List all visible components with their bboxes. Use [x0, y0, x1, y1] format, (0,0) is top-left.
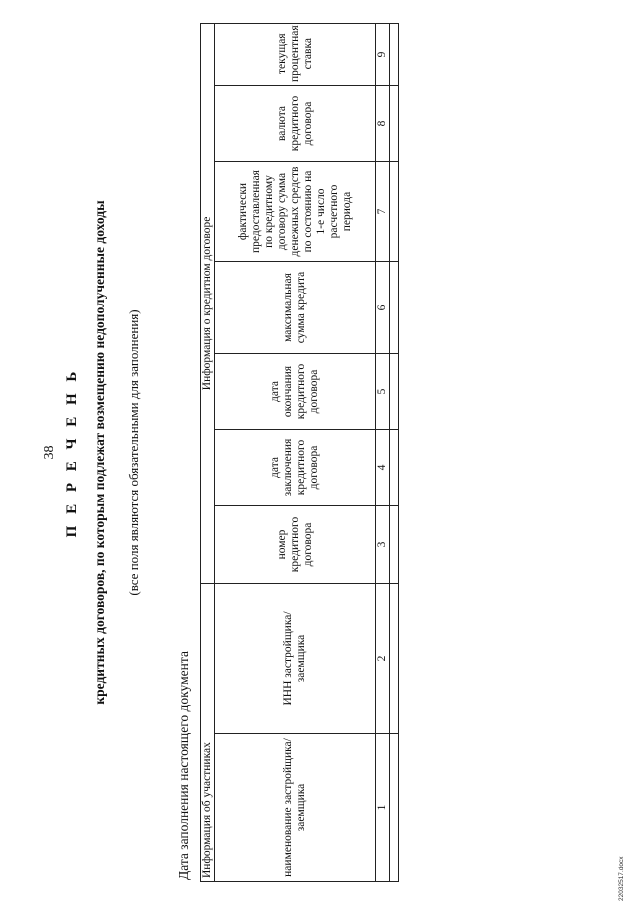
column-number: 1: [376, 734, 390, 882]
document-title: П Е Р Е Ч Е Н Ь: [64, 367, 80, 538]
group-credit-label: Информация о кредитном договоре: [201, 216, 213, 391]
column-header-label: валюта кредитного договора: [275, 95, 314, 152]
column-header-label: фактически предоставленная по кредитному договору сумма денежных средств по состоянию на 1-е число расчетного периода: [236, 166, 353, 257]
column-number: 6: [376, 262, 390, 354]
column-header-currency: [215, 86, 376, 162]
column-header-max-credit-sum: [215, 262, 376, 354]
table-column-header-row: [215, 23, 376, 881]
empty-cell: [390, 584, 399, 734]
column-number: 7: [376, 162, 390, 262]
column-header-label: текущая процентная ставка: [275, 25, 314, 82]
empty-cell: [390, 86, 399, 162]
column-header-label: наименование застройщика/заемщика: [282, 738, 307, 877]
column-header-label: дата окончания кредитного договора: [269, 363, 320, 420]
column-number: 5: [376, 354, 390, 430]
empty-cell: [390, 162, 399, 262]
column-number: 2: [376, 584, 390, 734]
fill-date-label: Дата заполнения настоящего документа: [176, 651, 191, 880]
column-header-inn: [215, 584, 376, 734]
column-number: 4: [376, 430, 390, 506]
table-empty-row: [390, 23, 399, 881]
document-file-code: 22032517.docx: [618, 856, 625, 901]
empty-cell: [390, 430, 399, 506]
group-participants-label: Информация об участниках: [201, 742, 213, 878]
column-number: 3: [376, 506, 390, 584]
column-header-label: номер кредитного договора: [275, 516, 314, 573]
column-number: 9: [376, 23, 390, 85]
column-header-label: ИНН застройщика/заемщика: [282, 611, 307, 706]
column-header-label: максимальная сумма кредита: [282, 271, 307, 344]
table-group-header-row: [201, 23, 215, 881]
empty-cell: [390, 23, 399, 85]
empty-cell: [390, 506, 399, 584]
credit-agreements-table: [200, 23, 399, 882]
column-header-contract-number: [215, 506, 376, 584]
empty-cell: [390, 262, 399, 354]
column-header-name: [215, 734, 376, 882]
column-number: 8: [376, 86, 390, 162]
page-number: 38: [42, 445, 57, 460]
group-credit-header: [201, 23, 215, 583]
document-subtitle: кредитных договоров, по которым подлежат возмещению недополученные доходы: [92, 200, 107, 705]
fill-note: (все поля являются обязательными для заполнения): [126, 309, 141, 596]
empty-cell: [390, 734, 399, 882]
column-header-actual-amount: [215, 162, 376, 262]
table-column-number-row: [376, 23, 390, 881]
column-header-label: дата заключения кредитного договора: [269, 438, 320, 497]
column-header-interest-rate: [215, 23, 376, 85]
column-header-contract-end-date: [215, 354, 376, 430]
column-header-contract-date: [215, 430, 376, 506]
group-participants-header: [201, 584, 215, 882]
empty-cell: [390, 354, 399, 430]
